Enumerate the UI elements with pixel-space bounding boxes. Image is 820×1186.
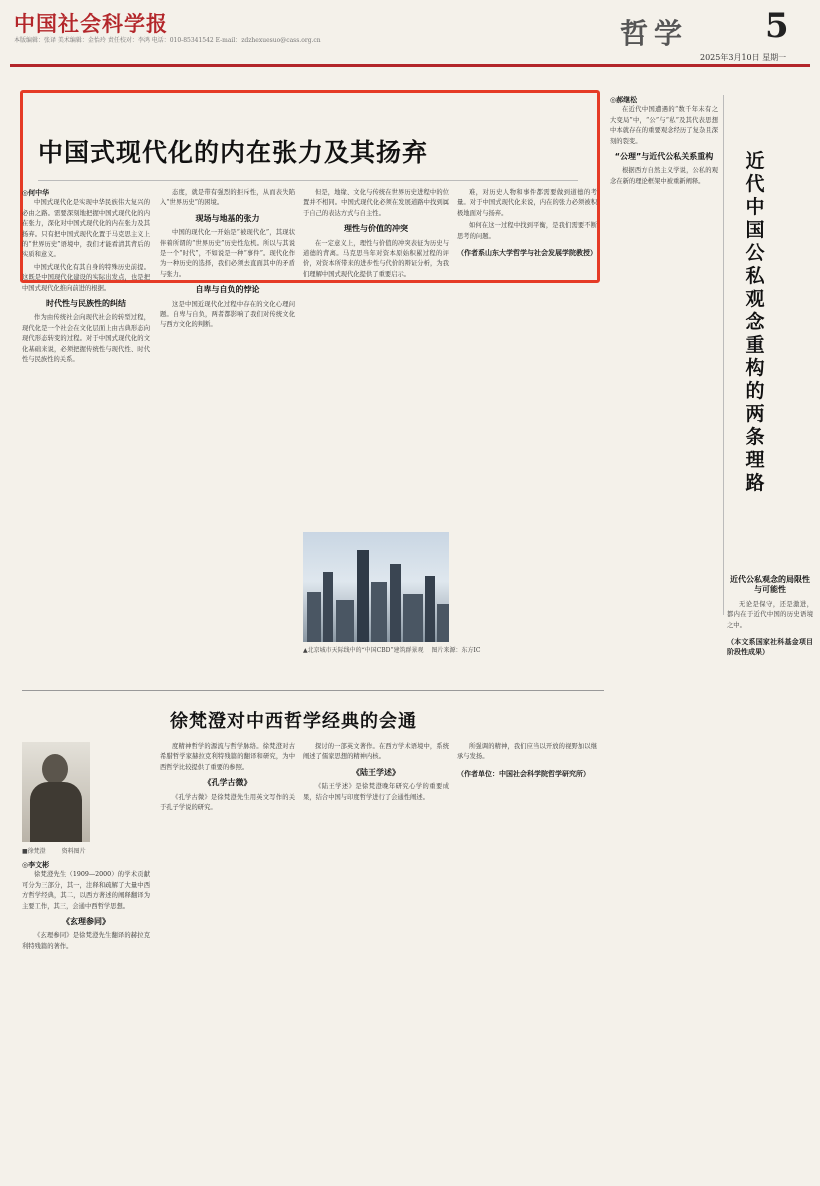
article1-byline: ◎何中华 <box>22 188 50 197</box>
paragraph: 徐梵澄先生（1909—2000）的学术贡献可分为三部分，其一，注释和疏解了大量中西方哲学经典，其二，以西方著述的阐释翻译为主要工作，其三，会通中西哲学思想。 <box>22 871 150 910</box>
paragraph: 所强调的精神，我们应当以开放的视野加以继承与发扬。 <box>457 743 597 761</box>
header-rule <box>10 64 810 67</box>
author-note: （作者单位：中国社会科学院哲学研究所） <box>457 768 590 778</box>
editor-info: 本版编辑：张译 美术编辑：金怡玲 责任校对：李鸿 电话：010-85341542 E-mail：zdzhexuesuo@cass.org.cn <box>14 37 321 44</box>
photo-caption <box>303 645 480 654</box>
section-subhead: 现场与地基的张力 <box>195 213 260 223</box>
section-subhead: 自卑与自负的悖论 <box>195 285 260 295</box>
headline-divider <box>38 180 578 181</box>
portrait-source: 资料图片 <box>61 848 86 855</box>
section-subhead: “公理”与近代公私关系重构 <box>614 152 714 162</box>
section-subhead: 时代性与民族性的纠结 <box>46 299 126 309</box>
paragraph: 中国的现代化一开始是“被现代化”，其现状伴着所谓的“世界历史”历史性危机。所以与其说是一个“时代”，不如说是一种“事件”。现代化作为一种历史的选择，我们必须去直面其中的矛盾与张力。 <box>160 229 295 278</box>
section-subhead: 近代公私观念的局限性与可能性 <box>730 575 810 595</box>
portrait-name: ■徐梵澄 <box>22 848 46 855</box>
article2-column-1 <box>22 860 150 1180</box>
newspaper-title: 中国社会科学报 <box>14 11 168 36</box>
date-line: 2025年3月10日 星期一 <box>700 53 787 62</box>
paragraph: 难，对历史人物和事件都需要做到道德的考量。对于中国式现代化来说，内在的张力必须被积极地面对与扬弃。 <box>457 189 597 217</box>
article2-byline: ◎李文彬 <box>22 860 50 869</box>
paragraph: 态度，就是带有强烈的拒斥性，从而表失陷入“世界历史”的困境。 <box>160 189 295 207</box>
article1-column-1 <box>22 188 150 668</box>
column-divider <box>723 95 724 615</box>
section-subhead: 《陆王学述》 <box>352 767 400 777</box>
author-note: （作者系山东大学哲学与社会发展学院教授） <box>457 248 597 258</box>
caption-source: 图片来源：东方IC <box>431 647 481 654</box>
paragraph: 度精神哲学的源流与哲学脉络。徐梵澄对古希腊哲学家赫拉克利特残篇的翻译和研究，为中西哲学比较提供了重要的参照。 <box>160 743 295 771</box>
article1-column-3 <box>303 188 449 526</box>
article-divider <box>22 690 604 691</box>
portrait-photo <box>22 742 90 842</box>
paragraph: 《玄理参同》是徐梵澄先生翻译的赫拉克利特残篇的著作。 <box>22 932 150 950</box>
caption-text: ▲北京城市天际线中的“中国CBD”建筑群景观 <box>303 647 424 654</box>
paragraph: 中国式现代化是实现中华民族伟大复兴的必由之路。需要深刻地把握中国式现代化的内在张力，深化对中国式现代化的内在张力及其扬弃。只有把中国式现代化置于马克思主义上的“世界历史”语境中，我们才能看清其背后的实质和意义。 <box>22 199 150 259</box>
article2-column-2 <box>160 742 295 1180</box>
sidebar-headline[interactable]: 近代中国公私观念重构的两条理路 <box>745 150 765 494</box>
author-note: （本文系国家社科基金项目阶段性成果） <box>727 637 813 657</box>
page-number: 5 <box>765 6 789 46</box>
paragraph: 《陆王学述》是徐梵澄晚年研究心学的重要成果，结合中国与印度哲学进行了会通性阐述。 <box>303 783 449 801</box>
city-skyline-photo <box>303 532 449 642</box>
paragraph: 这是中国近现代化过程中存在的文化心理问题。自卑与自负，两者都影响了我们对传统文化与西方文化的判断。 <box>160 300 295 329</box>
paragraph: 如何在这一过程中找到平衡，是我们需要不断思考的问题。 <box>457 222 597 240</box>
section-subhead: 理性与价值的冲突 <box>344 224 408 234</box>
sidebar-column-2 <box>727 570 813 1170</box>
section-subhead: 《孔学古微》 <box>203 778 252 788</box>
article1-column-2 <box>160 188 295 668</box>
article1-column-4 <box>457 188 597 668</box>
paragraph: 中国式现代化有其自身的特殊历史前提。这既是中国现代化建设的实际出发点，也是把中国式现代化推向前进的根据。 <box>22 263 150 292</box>
paragraph: 根据西方自然主义学说，公私的观念在新的理论框架中被重新阐释。 <box>610 167 718 185</box>
article2-headline[interactable]: 徐梵澄对中西哲学经典的会通 <box>170 711 417 732</box>
section-name: 哲学 <box>620 17 689 50</box>
article-headline[interactable]: 中国式现代化的内在张力及其扬弃 <box>38 138 429 167</box>
paragraph: 作为由传统社会向现代社会的转型过程，现代化是一个社会在文化层面上由古典形态向现代形态转变的过程。对于中国式现代化的文化基础来说，必须把握传统性与现代性、时代性与民族性的关系。 <box>22 314 150 364</box>
section-subhead: 《玄理参同》 <box>62 917 110 927</box>
portrait-caption <box>22 846 86 855</box>
article2-column-3 <box>303 742 449 1180</box>
paragraph: 但是，地缘、文化与传统在世界历史进程中的位置并不相同。中国式现代化必须在发展道路中找到属于自己的表达方式与自主性。 <box>303 189 449 217</box>
paragraph: 探讨的一部英文著作。在西方学术语境中，系统阐述了儒家思想的精神内核。 <box>303 743 449 761</box>
paragraph: 在近代中国遭遇的“数千年未有之大变局”中，“公”与“私”及其代表思想中本就存在的重要观念经历了复杂且深刻的裂变。 <box>610 106 718 145</box>
sidebar-byline: ◎郝继松 <box>610 95 638 104</box>
paragraph: 《孔学古微》是徐梵澄先生用英文写作的关于孔子学说的研究。 <box>160 793 295 812</box>
article2-column-4 <box>457 742 597 1180</box>
paragraph: 无论是保守，还是激进，都内在于近代中国的历史语境之中。 <box>727 600 813 629</box>
paragraph: 在一定意义上，理性与价值的冲突表征为历史与道德的背离。马克思当年对资本原始积累过程的评价，对资本所带来的进步性与代价的辩证分析，为我们理解中国式现代化提供了重要启示。 <box>303 239 449 278</box>
sidebar-column-1 <box>610 95 718 655</box>
